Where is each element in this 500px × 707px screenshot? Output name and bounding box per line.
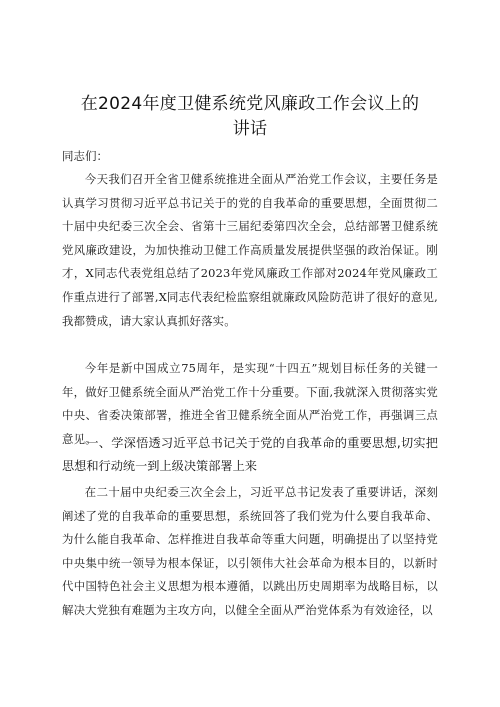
paragraph-1: 今天我们召开全省卫健系统推进全面从严治党工作会议，主要任务是认真学习贯彻习近平总书记关于的党的自我革命的重要思想，全面贯彻二十届中央纪委三次全会、省第十三届纪委第四次全会，总结部署卫健系统党风廉政建设，为加快推动卫健工作高质量发展提供坚强的政治保证。刚才，X同志代表党组总结了2023年党风廉政工作部对2024年党风廉政工作重点进行了部署,X同志代表纪检监察组就廉政风险防范讲了很好的意见,我都赞成，请大家认真抓好落实。: [62, 172, 438, 328]
document-title-line-2: 讲话: [232, 119, 268, 139]
salutation: 同志们：: [62, 149, 108, 163]
paragraph-3: 在二十届中央纪委三次全会上，习近平总书记发表了重要讲话，深刻阐述了党的自我革命的重要思想，系统回答了我们党为什么要自我革命、为什么能自我革命、怎样推进自我革命等重大问题，明确提出了以坚持党中央集中统一领导为根本保证，以引领伟大社会革命为根本目的，以新时代中国特色社会主义思想为根本遵循，以跳出历史周期率为战略目标，以解决大党独有难题为主攻方向，以健全全面从严治党体系为有效途径，以: [62, 485, 438, 617]
document-title-line-1: 在2024年度卫健系统党风廉政工作会议上的: [80, 94, 420, 114]
section-heading-1: 一、学深悟透习近平总书记关于党的自我革命的重要思想,切实把思想和行动统一到上级决策部署上来: [62, 436, 438, 473]
paragraph-2: 今年是新中国成立75周年，是实现“十四五”规划目标任务的关键一年，做好卫健系统全面从严治党工作十分重要。下面,我就深入贯彻落实党中央、省委决策部署，推进全省卫健系统全面从严治党工作，再强调三点意见。: [62, 361, 438, 446]
